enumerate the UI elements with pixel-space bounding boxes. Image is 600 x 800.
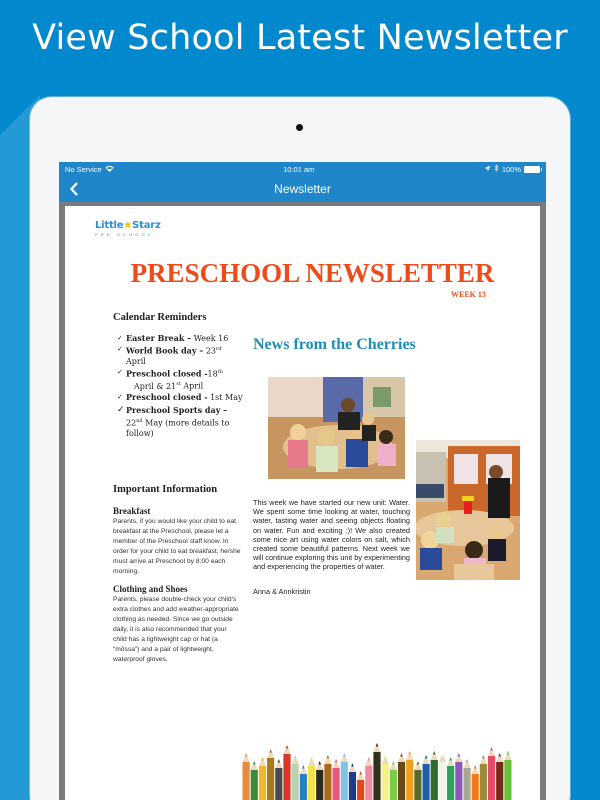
calendar-item: ✓ Preschool closed -18th April & 21st April [117, 367, 223, 391]
carrier-label: No Service [65, 164, 102, 174]
pencil-icon [406, 751, 413, 800]
pencil-icon [496, 753, 503, 800]
pencil-icon [292, 755, 299, 800]
pencil-icon [349, 763, 356, 800]
school-logo: Little★Starz PRE SCHOOL [95, 220, 161, 237]
nav-title: Newsletter [274, 182, 331, 196]
newsletter-title: PRESCHOOL NEWSLETTER [130, 258, 495, 288]
pencil-icon [463, 759, 470, 800]
cherries-body: This week we have started our new unit: Water. We spent some time looking at water, touching water, tasting water and seeing objects floating on water. Fun and exciting :)! We also created some nice art using water colors on salt, which created some beautiful patterns. Next week we will continue exploring this unit by experimenting and experiencing the properties of water. [253, 498, 410, 572]
battery-icon [524, 166, 540, 173]
clock-time: 10:01 am [283, 164, 315, 174]
bluetooth-icon [494, 164, 499, 174]
calendar-item: ✓ Preschool closed - 1st May [117, 391, 243, 402]
checkmark-icon: ✓ [117, 334, 123, 342]
breakfast-title: Breakfast [113, 506, 151, 516]
promo-headline: View School Latest Newsletter [32, 18, 568, 58]
calendar-item: ✓ World Book day – 23rd April [117, 345, 222, 366]
pencil-icon [357, 771, 364, 800]
pencil-icon [414, 761, 421, 800]
checkmark-icon: ✓ [117, 345, 123, 353]
pencil-icon [341, 753, 348, 800]
pencil-icon [373, 743, 380, 800]
pencil-icon [439, 753, 446, 800]
clothing-title: Clothing and Shoes [113, 584, 188, 594]
breakfast-body: Parents, if you would like your child to eat breakfast at the Preschool, please let a member of the Preschool staff know. In order for your child to eat breakfast, he/she must arrive at Preschool by 8:00 each morning. [113, 518, 241, 575]
battery-percent: 100% [501, 164, 521, 174]
calendar-title: Calendar Reminders [113, 312, 207, 323]
cherries-title: News from the Cherries [253, 336, 416, 353]
clothing-section [113, 584, 241, 665]
pencil-icon [431, 751, 438, 800]
breakfast-section [113, 506, 241, 577]
pencil-icon [324, 755, 331, 800]
classroom-photo-1 [268, 377, 405, 479]
pencil-icon [447, 757, 454, 800]
pencil-icon [243, 753, 250, 800]
pencil-icon [488, 747, 495, 800]
camera-icon [296, 124, 303, 131]
pencil-icon [504, 751, 511, 800]
week-label: WEEK 13 [451, 290, 486, 299]
checkmark-icon: ✓ [117, 392, 123, 401]
wifi-icon [105, 165, 114, 174]
pencil-icon [455, 753, 462, 800]
newsletter-document[interactable] [65, 206, 540, 800]
pencil-icon [333, 759, 340, 800]
calendar-reminders [113, 312, 243, 439]
pencil-icon [390, 761, 397, 800]
location-arrow-icon [484, 165, 491, 174]
pencil-icon [300, 765, 307, 800]
classroom-photo-2 [416, 440, 520, 580]
calendar-list [113, 333, 243, 439]
pencil-icon [316, 761, 323, 800]
app-screen [59, 162, 546, 800]
pencil-icon [472, 765, 479, 800]
pencil-icon [423, 755, 430, 800]
checkmark-icon: ✓ [117, 367, 123, 376]
pencil-icon [365, 757, 372, 800]
pencil-icon [480, 755, 487, 800]
status-bar [59, 162, 546, 176]
pencil-icon [382, 755, 389, 800]
pencil-icon [251, 761, 258, 800]
calendar-item: ✓ Easter Break – Week 16 [117, 333, 229, 343]
cherries-signature: Anna & Annkristin [253, 587, 311, 596]
pencil-icon [398, 753, 405, 800]
pencil-icon [267, 749, 274, 800]
pencil-icon [308, 757, 315, 800]
pencil-icon [275, 759, 282, 800]
pencils-decoration [242, 742, 512, 800]
checkmark-icon: ✓ [117, 404, 125, 415]
pencil-icon [283, 745, 290, 800]
clothing-body: Parents, please double-check your child's extra clothes and add weather-appropriate clothing as needed. Since we go outside daily, it is also recommended that your child has a lightweight cap or hat (a “mössa”) and a pair of lightweight, waterproof gloves. [113, 596, 239, 663]
pencil-icon [259, 757, 266, 800]
nav-bar [59, 176, 546, 202]
important-info-title: Important Information [113, 484, 218, 495]
calendar-item: ✓ Preschool Sports day – 22nd May (more details to follow) [117, 404, 230, 438]
